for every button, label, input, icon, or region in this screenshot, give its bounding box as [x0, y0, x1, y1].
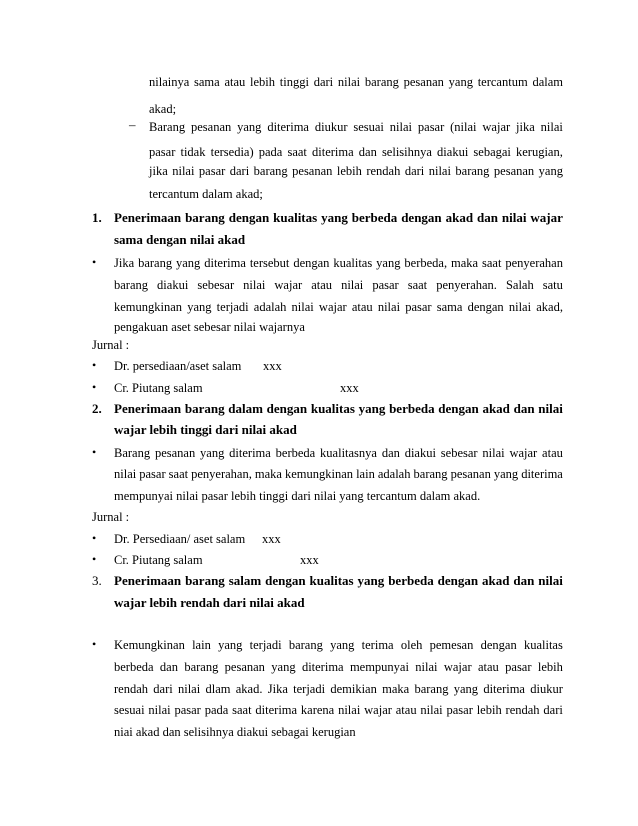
word: akad — [482, 401, 510, 416]
word: dengan — [480, 638, 517, 652]
word: barang — [414, 682, 449, 696]
section-heading — [114, 401, 563, 417]
word: dari — [153, 682, 173, 696]
word: akad — [482, 573, 510, 588]
word: kualitas — [273, 210, 318, 225]
word: dengan — [437, 573, 479, 588]
word: rendah — [505, 703, 540, 717]
word: maka — [382, 682, 410, 696]
word: oleh — [400, 638, 423, 652]
word: adalah — [253, 300, 287, 314]
text-line: akad; — [149, 102, 177, 116]
word: lain — [356, 467, 375, 481]
word: sesuai — [353, 120, 384, 134]
word: yang — [538, 164, 563, 178]
word: barang — [185, 210, 225, 225]
word: yang — [376, 256, 401, 270]
word: saat — [232, 703, 252, 717]
word: pada — [204, 703, 229, 717]
word: nilai — [538, 401, 563, 416]
word: pasar — [149, 145, 176, 159]
word: sesuai — [114, 703, 145, 717]
word: lebih — [537, 660, 563, 674]
word: dan — [513, 401, 535, 416]
word: jika — [516, 120, 535, 134]
word: diterima — [483, 682, 525, 696]
word: barang — [455, 164, 490, 178]
section-number: 2. — [92, 401, 102, 416]
word: barang — [184, 660, 219, 674]
word: wajar — [530, 210, 563, 225]
word: dan — [513, 573, 535, 588]
word: penyerahan, — [191, 467, 252, 481]
bullet-marker: • — [92, 445, 97, 459]
word: Barang — [114, 446, 151, 460]
word: lebih — [476, 703, 502, 717]
word: Jika — [267, 682, 288, 696]
word: saat — [482, 256, 502, 270]
debit-account: Dr. Persediaan/ aset salam — [114, 532, 246, 546]
word: rendah — [114, 682, 149, 696]
word: akad. — [235, 682, 263, 696]
word: yang — [448, 75, 473, 89]
word: pesanan — [493, 164, 535, 178]
word: dan — [381, 446, 400, 460]
word: pesanan — [224, 660, 265, 674]
debit-amount: xxx — [263, 359, 282, 373]
text-line — [114, 466, 563, 482]
word: mempunyai — [349, 660, 409, 674]
text-line: niai akad dan selisihnya diakui sebagai kerugian — [114, 725, 356, 739]
word: salam — [228, 573, 262, 588]
word: pesanan — [450, 467, 491, 481]
debit-amount: xxx — [262, 532, 281, 546]
word: sama — [436, 300, 463, 314]
text-line — [149, 74, 563, 90]
word: dengan — [438, 401, 479, 416]
word: nilainya — [149, 75, 190, 89]
section-heading — [114, 573, 563, 589]
word: wajar — [482, 120, 511, 134]
debit-account: Dr. persediaan/aset salam — [114, 359, 242, 373]
word: dalam — [532, 75, 563, 89]
word: pemesan — [429, 638, 474, 652]
word: yang — [218, 638, 243, 652]
bullet-marker: • — [92, 380, 97, 394]
word: yang — [493, 467, 519, 481]
word: nilai — [428, 164, 451, 178]
word: lebih — [250, 75, 276, 89]
word: wajar — [274, 278, 303, 292]
word: dengan — [228, 210, 270, 225]
word: yang — [357, 573, 385, 588]
word: pasar — [139, 467, 166, 481]
word: barang — [114, 278, 149, 292]
word: nilai — [338, 703, 361, 717]
word: diukur — [314, 120, 348, 134]
word: akad — [445, 210, 474, 225]
word: atau — [224, 75, 246, 89]
word: penyerahan — [505, 256, 563, 270]
word: yang — [321, 210, 348, 225]
word: barang — [288, 638, 323, 652]
text-line: mempunyai nilai pasar lebih tinggi dari nilai yang tercantum dalam akad. — [114, 489, 481, 503]
word: berbeda — [275, 446, 316, 460]
word: Salah — [505, 278, 534, 292]
word: sebagai — [473, 145, 511, 159]
word: atau — [477, 660, 499, 674]
word: yang — [358, 401, 386, 416]
word: yang — [176, 256, 201, 270]
word: nilai — [501, 210, 527, 225]
word: Penerimaan — [114, 573, 182, 588]
text-line: pengakuan aset sebesar nilai wajarnya — [114, 320, 305, 334]
word: dengan — [467, 300, 504, 314]
word: nilai — [540, 120, 563, 134]
word: diterima — [255, 703, 298, 717]
word: sebesar — [197, 278, 235, 292]
word: pesanan — [292, 164, 333, 178]
word: wajar — [364, 703, 392, 717]
word: diakui — [404, 446, 436, 460]
word: kemungkinan — [285, 467, 354, 481]
word: nilai — [337, 75, 361, 89]
word: tersedia) — [210, 145, 254, 159]
word: dengan — [265, 573, 306, 588]
word: pesanan — [154, 446, 196, 460]
word: dalam — [228, 401, 263, 416]
word: dengan — [293, 256, 330, 270]
word: tersebut — [249, 256, 290, 270]
word: nilai — [377, 300, 401, 314]
word: Jika — [114, 256, 135, 270]
word: nilai — [341, 278, 364, 292]
word: wajar — [318, 300, 347, 314]
word: nilai — [538, 573, 563, 588]
word: dengan — [401, 210, 442, 225]
text-line — [114, 277, 563, 293]
word: wajar — [509, 446, 538, 460]
word: tinggi — [279, 75, 309, 89]
word: jika — [149, 164, 168, 178]
word: nilai — [114, 467, 137, 481]
word: kualitasnya — [320, 446, 377, 460]
word: barang — [364, 75, 399, 89]
word: Penerimaan — [114, 210, 182, 225]
word: diukur — [530, 682, 563, 696]
word: nilai — [291, 300, 314, 314]
section-number: 3. — [92, 573, 102, 588]
word: yang — [237, 120, 262, 134]
word: rendah — [366, 164, 401, 178]
word: Kemungkinan — [114, 638, 185, 652]
word: yang — [330, 638, 355, 652]
bullet-marker: • — [92, 531, 97, 545]
section-number: 1. — [92, 210, 102, 225]
word: wajar — [443, 660, 472, 674]
text-line — [114, 299, 563, 315]
word: adalah — [377, 467, 411, 481]
word: dan — [358, 145, 377, 159]
word: maka — [451, 256, 479, 270]
jurnal-label: Jurnal : — [92, 510, 130, 524]
word: sebesar — [440, 446, 478, 460]
word: demikian — [330, 682, 377, 696]
word: akad, — [536, 300, 563, 314]
word: dan — [159, 660, 178, 674]
word: nilai — [415, 660, 438, 674]
word: Penerimaan — [114, 401, 182, 416]
word: kemungkinan — [114, 300, 183, 314]
credit-amount: xxx — [300, 553, 319, 567]
credit-amount: xxx — [340, 381, 359, 395]
word: diakui — [157, 278, 189, 292]
section-heading — [114, 210, 563, 226]
word: nilai — [172, 164, 195, 178]
word: saat — [168, 467, 189, 481]
word: saat — [407, 278, 428, 292]
word: diterima — [301, 660, 344, 674]
word: pasar — [174, 703, 201, 717]
word: Barang — [149, 120, 186, 134]
text-line — [114, 637, 563, 653]
word: karena — [300, 703, 335, 717]
word: pasar — [198, 164, 226, 178]
word: barang — [253, 164, 288, 178]
word: saat — [287, 145, 307, 159]
word: diterima — [521, 467, 563, 481]
word: nilai — [177, 682, 201, 696]
credit-account: Cr. Piutang salam — [114, 553, 203, 567]
word: (nilai — [450, 120, 477, 134]
word: dengan — [266, 401, 308, 416]
word: dan — [476, 210, 498, 225]
word: berbeda — [114, 660, 154, 674]
word: kerugian, — [516, 145, 563, 159]
bullet-marker: • — [92, 255, 97, 269]
word: terjadi — [293, 682, 326, 696]
word: terjadi — [216, 300, 249, 314]
word: dlam — [205, 682, 231, 696]
word: diterima — [267, 120, 309, 134]
word: atau — [395, 703, 417, 717]
word: berbeda — [388, 573, 434, 588]
word: atau — [351, 300, 373, 314]
jurnal-label: Jurnal : — [92, 338, 130, 352]
word: barang — [184, 401, 225, 416]
word: pasar — [446, 703, 473, 717]
text-line: tercantum dalam akad; — [149, 187, 263, 201]
word: atau — [542, 446, 563, 460]
word: nilai — [389, 120, 413, 134]
section-heading: sama dengan nilai akad — [114, 232, 246, 247]
word: atau — [311, 278, 333, 292]
word: terima — [361, 638, 394, 652]
word: terjadi — [249, 638, 282, 652]
text-line — [149, 144, 563, 160]
word: kualitas — [310, 401, 355, 416]
word: yang — [453, 682, 479, 696]
word: pesanan — [403, 75, 444, 89]
word: kualitas — [523, 638, 563, 652]
text-line — [149, 163, 563, 179]
word: tercantum — [477, 75, 528, 89]
text-line — [114, 445, 563, 461]
dash-marker: – — [129, 117, 136, 132]
word: penyerahan. — [436, 278, 497, 292]
word: dari — [229, 164, 250, 178]
word: berbeda, — [404, 256, 448, 270]
bullet-marker: • — [92, 637, 97, 651]
word: dari — [404, 164, 425, 178]
word: pesanan — [190, 120, 232, 134]
word: lebih — [336, 164, 362, 178]
section-heading: wajar lebih tinggi dari nilai akad — [114, 422, 297, 437]
word: berbeda — [389, 401, 435, 416]
word: kualitas — [333, 256, 373, 270]
word: dari — [313, 75, 334, 89]
word: diakui — [437, 145, 469, 159]
word: tidak — [180, 145, 206, 159]
text-line — [114, 681, 563, 697]
word: sama — [194, 75, 220, 89]
word: nilai — [243, 278, 266, 292]
bullet-marker: • — [92, 358, 97, 372]
word: yang — [200, 446, 225, 460]
word: pasar — [405, 300, 432, 314]
word: selisihnya — [381, 145, 432, 159]
word: nilai — [508, 300, 532, 314]
word: maka — [254, 467, 282, 481]
text-line — [114, 659, 563, 675]
word: diterima — [312, 145, 354, 159]
bullet-marker: • — [92, 552, 97, 566]
word: yang — [187, 300, 212, 314]
word: yang — [271, 660, 296, 674]
credit-account: Cr. Piutang salam — [114, 381, 203, 395]
text-line — [149, 119, 563, 135]
text-line — [114, 255, 563, 271]
word: pada — [258, 145, 283, 159]
word: lain — [192, 638, 211, 652]
word: pasar — [372, 278, 399, 292]
word: satu — [542, 278, 563, 292]
text-line — [114, 702, 563, 718]
word: nilai — [420, 703, 443, 717]
word: barang — [413, 467, 448, 481]
section-heading: wajar lebih rendah dari nilai akad — [114, 595, 305, 610]
word: nilai — [482, 446, 505, 460]
word: pasar — [505, 660, 532, 674]
word: kualitas — [309, 573, 354, 588]
word: barang — [138, 256, 173, 270]
word: pasar — [417, 120, 445, 134]
word: diterima — [204, 256, 246, 270]
word: barang — [185, 573, 225, 588]
word: berbeda — [351, 210, 398, 225]
word: nilai — [148, 703, 171, 717]
word: diterima — [229, 446, 271, 460]
word: dari — [543, 703, 563, 717]
